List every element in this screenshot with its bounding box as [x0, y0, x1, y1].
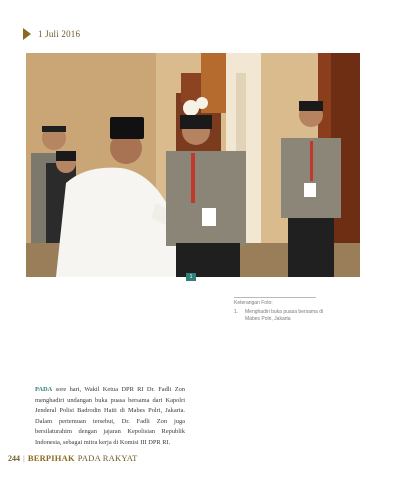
caption-title: Keterangan Foto:	[234, 300, 273, 306]
article-body: sore hari, Wakil Ketua DPR RI Dr. Fadli Zon menghadiri undangan buka puasa bersama dari Kapolri Jenderal Polisi Badrodin Haiti di Mabes Polri, Jakarta. Dalam pertemuan tersebut, Dr. Fadli Zon juga bersilaturahim dengan jajaran Kepolisian Republik Indonesia, sebagai mitra kerja di Komisi III DPR RI.	[35, 386, 185, 446]
footer-separator: |	[23, 456, 25, 463]
triangle-arrow-icon	[23, 28, 31, 40]
photo-number-badge: 1	[186, 273, 196, 281]
caption-divider	[234, 297, 316, 298]
page-footer	[8, 453, 138, 463]
footer-title-part1: BERPIHAK	[27, 453, 75, 463]
article-lead: PADA	[35, 386, 53, 393]
photo-illustration	[26, 53, 360, 277]
date-text: 1 Juli 2016	[38, 29, 81, 39]
event-photo	[26, 53, 360, 277]
date-header	[23, 28, 80, 40]
caption-item	[234, 309, 334, 323]
footer-title-part2: PADA RAKYAT	[77, 453, 138, 463]
caption-number: 1.	[234, 309, 239, 315]
page-number: 244	[8, 454, 20, 463]
article-paragraph	[35, 385, 185, 449]
caption-text: Menghadiri buka puasa bersama di Mabes Polri, Jakarta	[245, 309, 324, 322]
